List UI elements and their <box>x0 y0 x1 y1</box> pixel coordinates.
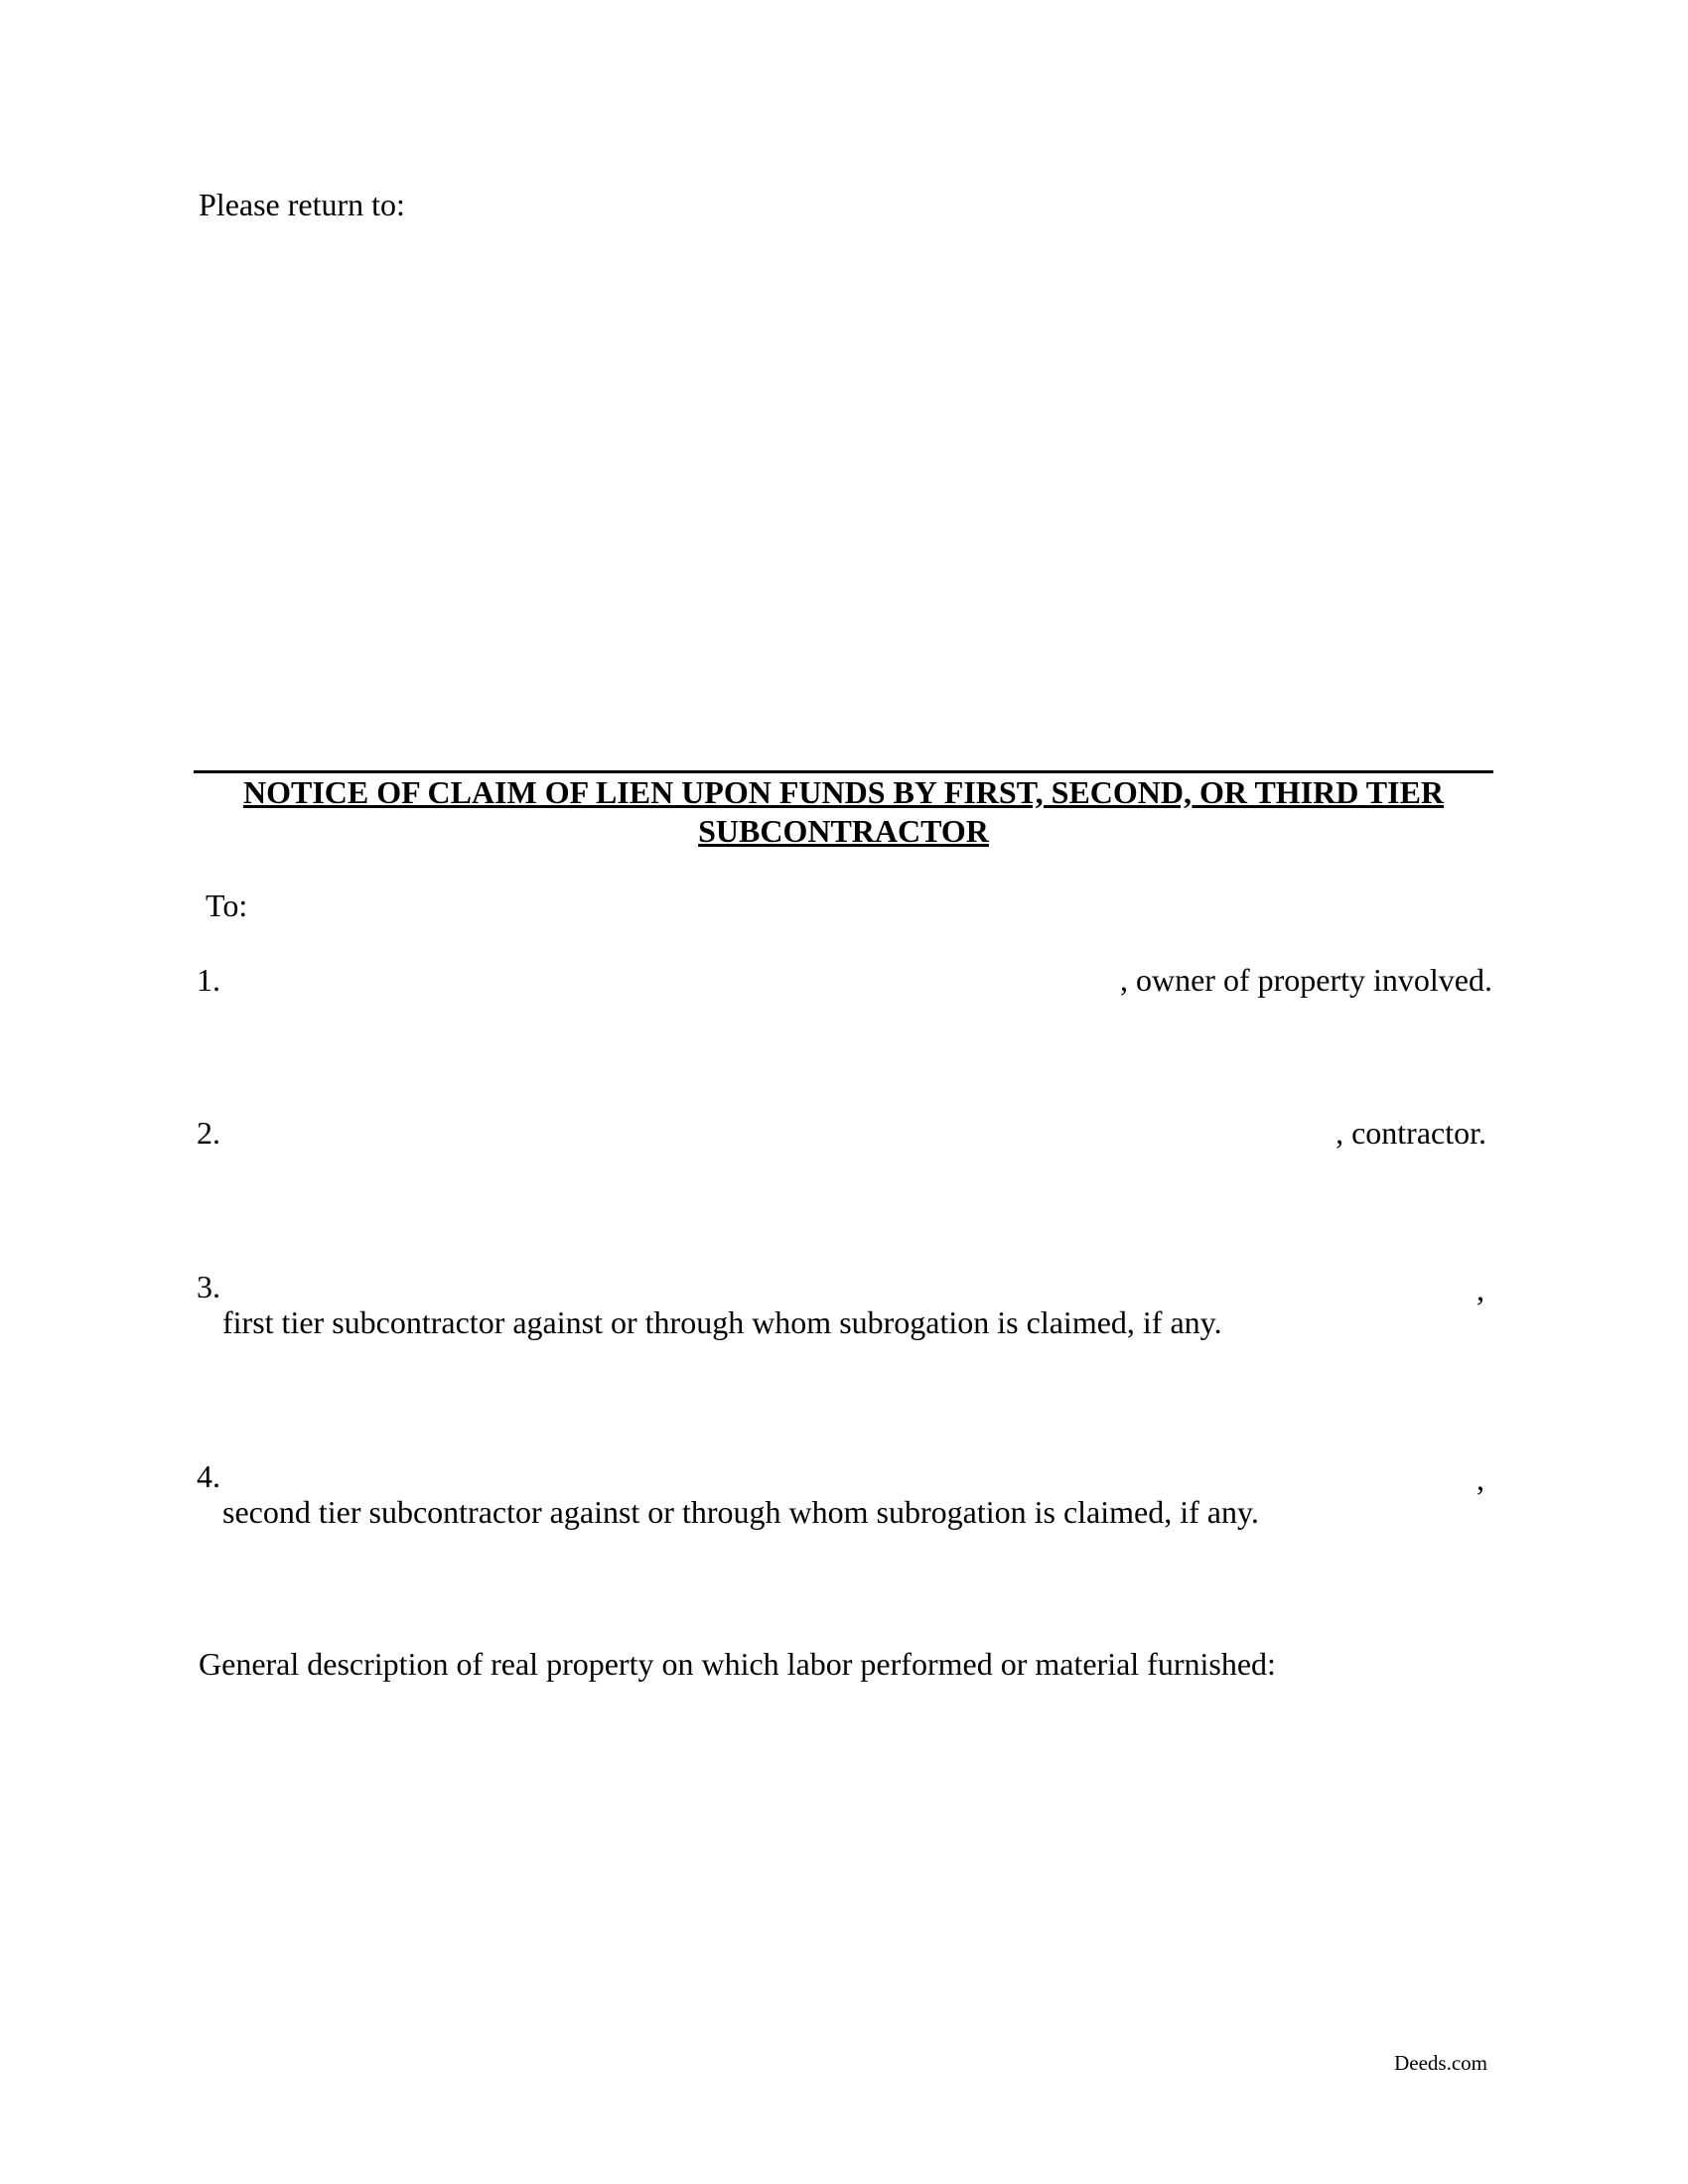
return-to-label: Please return to: <box>199 187 405 222</box>
item-2-number: 2. <box>197 1115 220 1151</box>
item-3-caption: first tier subcontractor against or through whom subrogation is claimed, if any. <box>222 1304 1222 1340</box>
item-3-comma: , <box>1477 1272 1484 1307</box>
item-4-comma: , <box>1477 1461 1484 1497</box>
document-title-line-2: SUBCONTRACTOR <box>698 813 989 849</box>
to-label: To: <box>206 887 248 923</box>
footer-brand: Deeds.com <box>1394 2051 1487 2075</box>
item-3-number: 3. <box>197 1269 220 1304</box>
document-title-line-1: NOTICE OF CLAIM OF LIEN UPON FUNDS BY FIRST, SECOND, OR THIRD TIER <box>242 774 1445 810</box>
property-description-label: General description of real property on which labor performed or material furnished: <box>199 1646 1276 1682</box>
item-4-number: 4. <box>197 1458 220 1494</box>
item-1-owner-suffix: , owner of property involved. <box>1119 962 1492 998</box>
item-1-number: 1. <box>197 962 220 998</box>
item-4-caption: second tier subcontractor against or through whom subrogation is claimed, if any. <box>222 1494 1259 1530</box>
item-2-contractor-suffix: , contractor. <box>1336 1115 1486 1151</box>
